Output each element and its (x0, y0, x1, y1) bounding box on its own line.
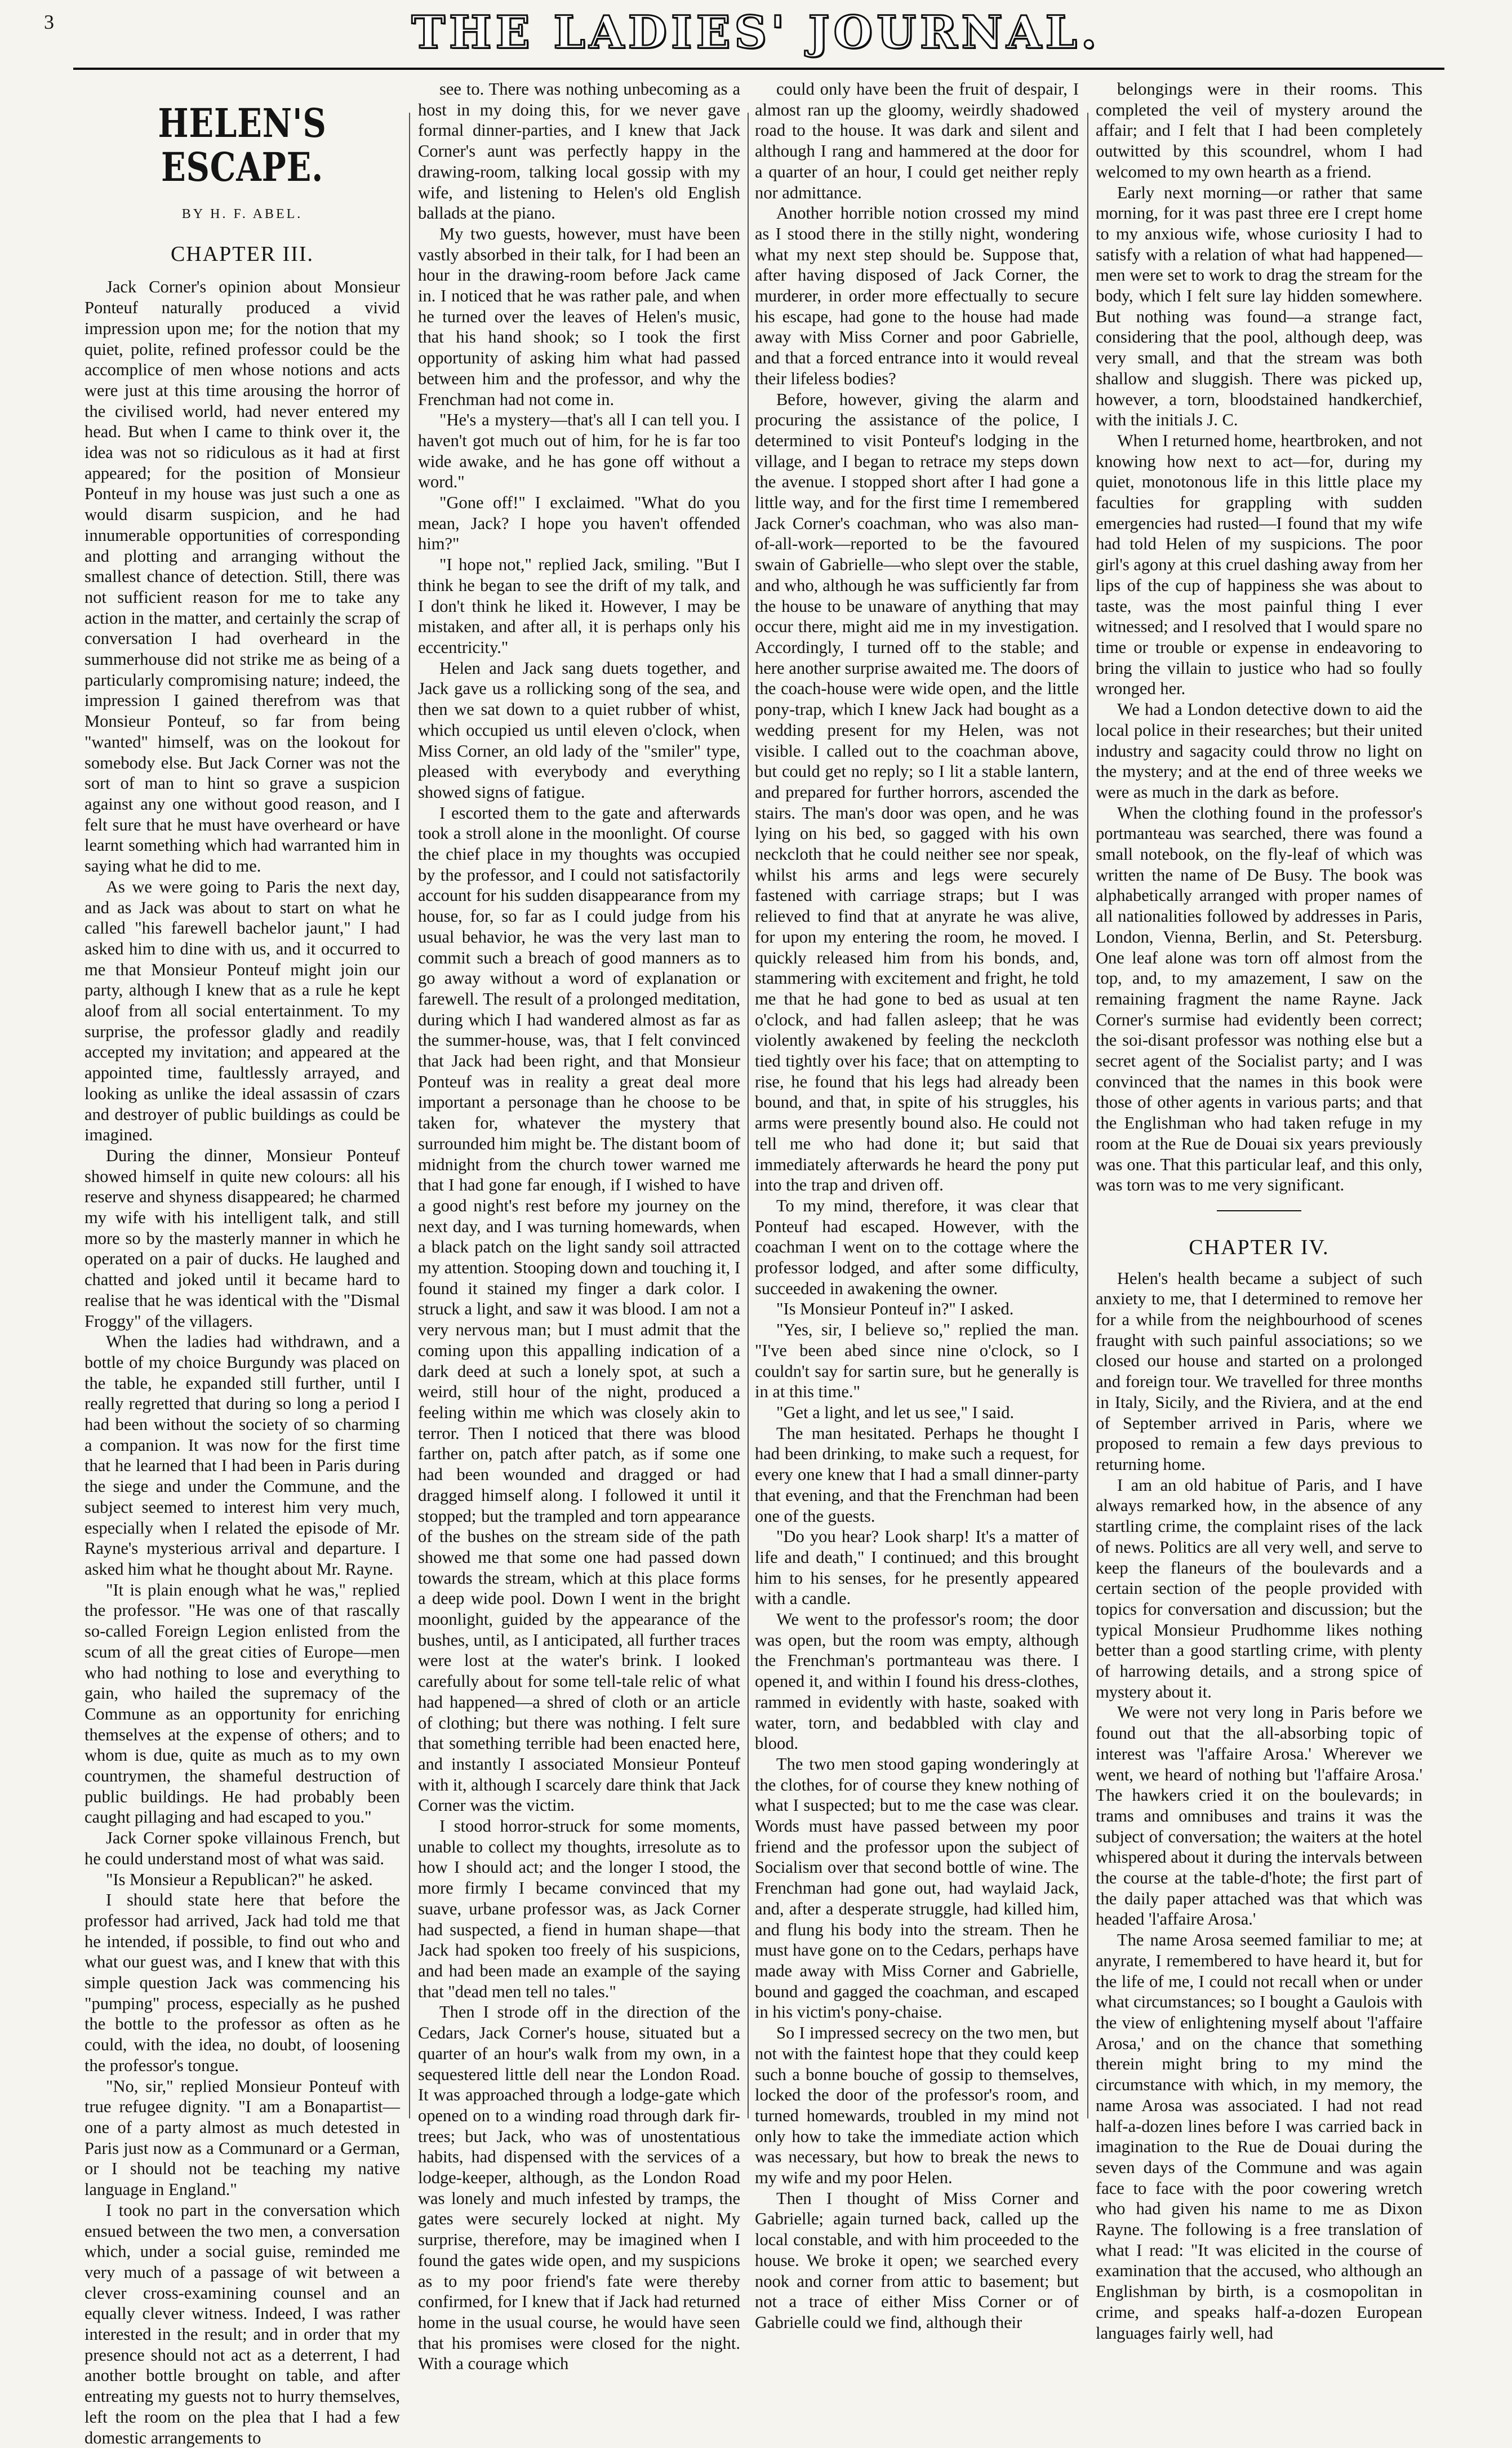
paragraph: My two guests, however, must have been vastly absorbed in their talk, for I had been an hour in the drawing-room before Jack came in. I noticed that he was rather pale, and when he turned over the leaves of Helen's music, that his hand shook; so I took the first opportunity of asking him what had passed between him and the professor, and why the Frenchman had not come in. (418, 224, 740, 409)
paragraph: "No, sir," replied Monsieur Ponteuf with true refugee dignity. "I am a Bonapartist—one of a party almost as much detested in Paris just now as a Communard or a German, or I should not be teaching my native language in England." (85, 2076, 400, 2200)
paragraph: Helen and Jack sang duets together, and Jack gave us a rollicking song of the sea, and then we sat down to a quiet rubber of whist, which occupied us until eleven o'clock, when Miss Corner, an old lady of the "smiler" type, pleased with everybody and everything showed signs of fatigue. (418, 658, 740, 802)
byline: BY H. F. ABEL. (181, 207, 303, 221)
paragraph: "It is plain enough what he was," replied the professor. "He was one of that rascally so-called Foreign Legion enlisted from the scum of all the great cities of Europe—men who had nothing to lose and everything to gain, who hailed the supremacy of the Commune as an opportunity for enriching themselves at the expense of others; and to whom is due, quite as much as to my own countrymen, the shameful destruction of public buildings. He had probably been caught pillaging and had escaped to you." (85, 1580, 400, 1827)
paragraph: Jack Corner's opinion about Monsieur Ponteuf naturally produced a vivid impression upon me; for the notion that my quiet, polite, refined professor could be the accomplice of men whose notions and acts were just at this time arousing the horror of the civilised world, had never entered my head. But when I came to think over it, the idea was not so ridiculous as it had at first appeared; for the position of Monsieur Ponteuf in my house was just such a one as would disarm suspicion, and he had innumerable opportunities of corresponding and plotting and arranging without the smallest chance of detection. Still, there was not sufficient reason for me to take any action in the matter, and certainly the scrap of conversation I had overheard in the summerhouse did not strike me as being of a particularly compromising nature; indeed, the impression I gained therefrom was that Monsieur Ponteuf, so far from being "wanted" himself, was on the lookout for somebody else. But Jack Corner was not the sort of man to hint so grave a suspicion against any one without good reason, and I felt sure that he must have overheard or have learnt something which had warranted him in saying what he did to me. (85, 277, 400, 876)
paragraph: "Is Monsieur a Republican?" he asked. (106, 1869, 373, 1889)
paragraph: "Do you hear? Look sharp! It's a matter of life and death," I continued; and this brought him to his senses, for he presently appeared with a candle. (755, 1527, 1079, 1609)
paragraph: When the clothing found in the professor's portmanteau was searched, there was found a small notebook, on the fly-leaf of which was written the name of De Busy. The book was alphabetically arranged with proper names of all nationalities followed by addresses in Paris, London, Vienna, Berlin, and St. Petersburg. One leaf alone was torn off almost from the top, and, to my amazement, I saw on the remaining fragment the name Rayne. Jack Corner's surmise had evidently been correct; the soi-disant professor was nothing else but a secret agent of the Socialist party; and I was convinced that the names in this book were those of other agents in various parts; and that the Englishman who had taken refuge in my room at the Rue de Douai six years previously was one. That this particular leaf, and this only, was torn was to me very significant. (1096, 803, 1422, 1195)
column-4 (1096, 79, 1423, 2343)
paragraph: We went to the professor's room; the door was open, but the room was empty, although the Frenchman's portmanteau was there. I opened it, and within I found his dress-clothes, rammed in evidently with haste, soaked with water, torn, and bedabbled with clay and blood. (755, 1610, 1079, 1753)
paragraph: I stood horror-struck for some moments, unable to collect my thoughts, irresolute as to how I should act; and the longer I stood, the more firmly I became convinced that my suave, urbane professor was, as Jack Corner had suspected, a fiend in human shape—that Jack had spoken too freely of his suspicions, and had been made an example of the saying that "dead men tell no tales." (418, 1816, 740, 2001)
article-body (0, 79, 1512, 2447)
paragraph: I took no part in the conversation which ensued between the two men, a conversation which, under a social guise, reminded me very much of a passage of wit between a clever cross-examining counsel and an equally clever witness. Indeed, I was rather interested in the result; and in order that my presence should not act as a deterrent, I had another bottle brought on table, and after entreating my guests not to hurry themselves, left the room on the plea that I had a few domestic arrangements to (85, 2200, 400, 2447)
paragraph: When the ladies had withdrawn, and a bottle of my choice Burgundy was placed on the table, he expanded still further, until I really regretted that during so long a period I had been without the society of so charming a companion. It was now for the first time that he learned that I had been in Paris during the siege and under the Commune, and the subject seemed to interest him very much, especially when I related the episode of Mr. Rayne's mysterious arrival and departure. I asked him what he thought about Mr. Rayne. (85, 1332, 400, 1579)
masthead-rule (73, 68, 1444, 70)
masthead: THE LADIES' JOURNAL. (411, 6, 1101, 59)
paragraph: "Yes, sir, I believe so," replied the man. "I've been abed since nine o'clock, so I couldn't say for sartin sure, but he generally is in at this time." (755, 1320, 1079, 1402)
paragraph: Early next morning—or rather that same morning, for it was past three ere I crept home to my anxious wife, whose curiosity I had to satisfy with a relation of what had happened—men were set to work to drag the stream for the body, which I felt sure lay hidden somewhere. But nothing was found—a strange fact, considering that the pool, although deep, was very small, and that the stream was both shallow and sluggish. There was picked up, however, a torn, bloodstained handkerchief, with the initials J. C. (1096, 183, 1422, 430)
paragraph: I am an old habitue of Paris, and I have always remarked how, in the absence of any startling crime, the complaint rises of the lack of news. Politics are all very well, and serve to keep the flaneurs of the boulevards and a certain section of the people provided with topics for conversation and discussion; but the typical Monsieur Prudhomme likes nothing better than a good startling crime, with plenty of harrowing details, and a strong spice of mystery about it. (1096, 1475, 1422, 1701)
story-title: HELEN'S ESCAPE. (158, 100, 327, 190)
paragraph: I should state here that before the professor had arrived, Jack had told me that he intended, if possible, to find out who and what our guest was, and I knew that with this simple question Jack was commencing his "pumping" process, especially as he pushed the bottle to the professor as often as he could, with the idea, no doubt, of loosening the professor's tongue. (85, 1890, 400, 2075)
paragraph: During the dinner, Monsieur Ponteuf showed himself in quite new colours: all his reserve and shyness disappeared; he charmed my wife with his intelligent talk, and still more so by the masterly manner in which he operated on a pair of ducks. He laughed and chatted and joked until it became hard to realise that he was identical with the "Dismal Froggy" of the villagers. (85, 1145, 400, 1331)
paragraph: "Get a light, and let us see," I said. (776, 1403, 1015, 1422)
paragraph: The man hesitated. Perhaps he thought I had been drinking, to make such a request, for every one knew that I had a small dinner-party that evening, and that the Frenchman had been one of the guests. (755, 1423, 1079, 1526)
paragraph: see to. There was nothing unbecoming as a host in my doing this, for we never gave formal dinner-parties, and I knew that Jack Corner's aunt was perfectly happy in the drawing-room, talking local gossip with my wife, and listening to Helen's old English ballads at the piano. (418, 79, 740, 223)
paragraph: We had a London detective down to aid the local police in their researches; but their united industry and sagacity could throw no light on the mystery; and at the end of three weeks we were as much in the dark as before. (1096, 700, 1422, 802)
paragraph: When I returned home, heartbroken, and not knowing how next to act—for, during my quiet, monotonous life in this little place my faculties for grappling with sudden emergencies had rusted—I found that my wife had told Helen of my suspicions. The poor girl's agony at this cruel dashing away from her lips of the cup of happiness she was about to taste, was the most painful thing I ever witnessed; and I resolved that I would spare no time or trouble or expense in endeavoring to bring the villain to justice who had so foully wronged her. (1096, 430, 1423, 699)
paragraph: Before, however, giving the alarm and procuring the assistance of the police, I determined to visit Ponteuf's lodging in the village, and I began to retrace my steps down the avenue. I stopped short after I had gone a little way, and for the first time I remembered Jack Corner's coachman, who was also man-of-all-work—reported to be the favoured swain of Gabrielle—who slept over the stable, and who, although he was sufficiently far from the house to be unaware of anything that may occur there, might aid me in my investigation. Accordingly, I turned off to the stable; and here another surprise awaited me. The doors of the coach-house were wide open, and the little pony-trap, which I knew Jack had bought as a wedding present for my Helen, was not visible. I called out to the coachman above, but could get no reply; so I lit a stable lantern, and prepared for further horrors, ascended the stairs. The man's door was open, and he was lying on his bed, so gagged with his own neckcloth that he could neither see nor speak, whilst his arms and legs were securely fastened with carriage straps; but I was relieved to find that at anyrate he was alive, for upon my entering the room, he moved. I quickly released him from his bonds, and, stammering with excitement and fright, he told me that he had gone to bed as usual at ten o'clock, and had fallen asleep; that he was violently awakened by feeling the neckcloth tied tightly over his face; that on attempting to rise, he found that his legs had already been bound, and that, in spite of his struggles, his arms were presently bound also. He could not tell me who had done it; but said that immediately afterwards he heard the pony put into the trap and driven off. (755, 389, 1079, 1195)
paragraph: Then I thought of Miss Corner and Gabrielle; again turned back, called up the local constable, and with him proceeded to the house. We broke it open; we searched every nook and corner from attic to basement; but not a trace of either Miss Corner or of Gabrielle could we find, although their (755, 2188, 1079, 2332)
paragraph: Helen's health became a subject of such anxiety to me, that I determined to remove her for a while from the neighbourhood of scenes fraught with such painful associations; so we closed our house and started on a prolonged and foreign tour. We travelled for three months in Italy, Sicily, and the Riviera, and at the end of September arrived in Paris, where we proposed to remain a few days previous to returning home. (1096, 1268, 1422, 1474)
chapter-heading: CHAPTER III. (170, 242, 314, 266)
paragraph: Another horrible notion crossed my mind as I stood there in the stilly night, wondering what my next step should be. Suppose that, after having disposed of Jack Corner, the murderer, in order more effectually to secure his escape, had gone to the house had made away with Miss Corner and poor Gabrielle, and that a forced entrance into it would reveal their lifeless bodies? (755, 203, 1079, 388)
paragraph: "He's a mystery—that's all I can tell you. I haven't got much out of him, for he is far too wide awake, and he has gone off without a word." (418, 410, 740, 492)
section-ornament (1217, 1210, 1301, 1211)
paragraph: The two men stood gaping wonderingly at the clothes, for of course they knew nothing of what I suspected; but to me the case was clear. Words must have passed between my poor friend and the professor upon the subject of Socialism over that second bottle of wine. The Frenchman had gone out, had waylaid Jack, and, after a desperate struggle, had killed him, and flung his body into the stream. Then he must have gone on to the Cedars, perhaps have made away with Miss Corner and Gabrielle, bound and gagged the coachman, and escaped in his victim's pony-chaise. (755, 1754, 1079, 2022)
paragraph: We were not very long in Paris before we found out that the all-absorbing topic of interest was 'l'affaire Arosa.' Wherever we went, we heard of nothing but 'l'affaire Arosa.' The hawkers cried it on the boulevards; in trams and omnibuses and trains it was the subject of conversation; the waiters at the hotel whispered about it during the intervals between the course at the table-d'hote; the first part of the daily paper attached was that which was headed 'l'affaire Arosa.' (1096, 1703, 1422, 1929)
paragraph: Then I strode off in the direction of the Cedars, Jack Corner's house, situated but a quarter of an hour's walk from my own, in a sequestered little dell near the London Road. It was approached through a lodge-gate which opened on to a winding road through dark fir-trees; but Jack, who was of unostentatious habits, had dispensed with the services of a lodge-keeper, although, as the London Road was lonely and much infested by tramps, the gates were securely locked at night. My surprise, therefore, may be imagined when I found the gates wide open, and my suspicions as to my poor friend's fate were thereby confirmed, for I knew that if Jack had returned home in the usual course, he would have seen that his promises were closed for the night. With a courage which (418, 2002, 740, 2374)
page-number: 3 (44, 11, 54, 33)
paragraph: "I hope not," replied Jack, smiling. "But I think he began to see the drift of my talk, and I don't think he liked it. However, I may be mistaken, and after all, it is perhaps only his eccentricity." (418, 555, 740, 657)
paragraph: "Is Monsieur Ponteuf in?" I asked. (776, 1299, 1014, 1319)
paragraph: Jack Corner spoke villainous French, but he could understand most of what was said. (85, 1828, 400, 1868)
paragraph: belongings were in their rooms. This completed the veil of mystery around the affair; and I felt that I had been completely outwitted by this scoundrel, whom I had welcomed to my own hearth as a friend. (1096, 79, 1422, 181)
paragraph: So I impressed secrecy on the two men, but not with the faintest hope that they could keep such a bonne bouche of gossip to themselves, locked the door of the professor's room, and turned homewards, troubled in my mind not only how to take the immediate action which was necessary, but how to break the news to my wife and my poor Helen. (755, 2023, 1079, 2188)
paragraph: I escorted them to the gate and afterwards took a stroll alone in the moonlight. Of course the chief place in my thoughts was occupied by the professor, and I could not satisfactorily account for his sudden disappearance from my house, for, so far as I could judge from his usual behavior, he was the very last man to commit such a breach of good manners as to go away without a word of explanation or farewell. The result of a prolonged meditation, during which I had wandered almost as far as the summer-house, was, that I felt convinced that Jack had been right, and that Monsieur Ponteuf was in reality a great deal more important a personage than he choose to be taken for, whatever the mystery that surrounded him might be. The distant boom of midnight from the church tower warned me that I had gone far enough, if I wished to have a good night's rest before my journey on the next day, and I was turning homewards, when a black patch on the light sandy soil attracted my attention. Stooping down and touching it, I found it stained my finger a dark color. I struck a light, and saw it was blood. I am not a very nervous man; but I must admit that the coming upon this appalling indication of a dark deed at such a lonely spot, at such a weird, still hour of the night, produced a feeling within me which was closely akin to terror. Then I noticed that there was blood farther on, patch after patch, as if some one had been wounded and dragged or had dragged himself along. I followed it until it stopped; but the trampled and torn appearance of the bushes on the stream side of the path showed me that some one had passed down towards the stream, which at this place forms a deep wide pool. Down I went in the bright moonlight, guided by the appearance of the bushes, until, as I anticipated, all further traces were lost at the water's brink. I looked carefully about for some tell-tale relic of what had happened—a shred of cloth or an article of clothing; but there was nothing. I felt sure that something terrible had been enacted here, and instantly I associated Monsieur Ponteuf with it, although I scarcely dare think that Jack Corner was the victim. (418, 803, 740, 1815)
column-3 (755, 79, 1079, 2332)
paragraph: The name Arosa seemed familiar to me; at anyrate, I remembered to have heard it, but for the life of me, I could not recall when or under what circumstances; so I bought a Gaulois with the view of enlightening myself about 'l'affaire Arosa,' and on the chance that something therein might bring to my mind the circumstance with which, in my memory, the name Arosa was associated. I had not read half-a-dozen lines before I was carried back in imagination to the Rue de Douai during the seven days of the Commune and was again face to face with the poor cowering wretch who had given his name to me as Dixon Rayne. The following is a free translation of what I read: "It was elicited in the course of examination that the accused, who although an Englishman by birth, is a cosmopolitan in crime, and speaks half-a-dozen European languages fairly well, had (1096, 1930, 1422, 2343)
paragraph: "Gone off!" I exclaimed. "What do you mean, Jack? I hope you haven't offended him?" (418, 493, 740, 554)
paragraph: To my mind, therefore, it was clear that Ponteuf had escaped. However, with the coachman I went on to the cottage where the professor lodged, and after some difficulty, succeeded in awakening the owner. (755, 1196, 1079, 1298)
paragraph: could only have been the fruit of despair, I almost ran up the gloomy, weirdly shadowed road to the house. It was dark and silent and although I rang and hammered at the door for a quarter of an hour, I could get neither reply nor admittance. (755, 79, 1079, 202)
paragraph: As we were going to Paris the next day, and as Jack was about to start on what he called "his farewell bachelor jaunt," I had asked him to dine with us, and it occurred to me that Monsieur Ponteuf might join our party, although I knew that as a rule he kept aloof from all social entertainment. To my surprise, the professor gladly and readily accepted my invitation; and appeared at the appointed time, faultlessly arrayed, and looking as unlike the ideal assassin of czars and destroyer of public buildings as could be imagined. (85, 877, 400, 1145)
column-2 (418, 79, 740, 2374)
chapter-heading: CHAPTER IV. (1189, 1235, 1329, 1259)
column-1 (85, 79, 400, 2447)
